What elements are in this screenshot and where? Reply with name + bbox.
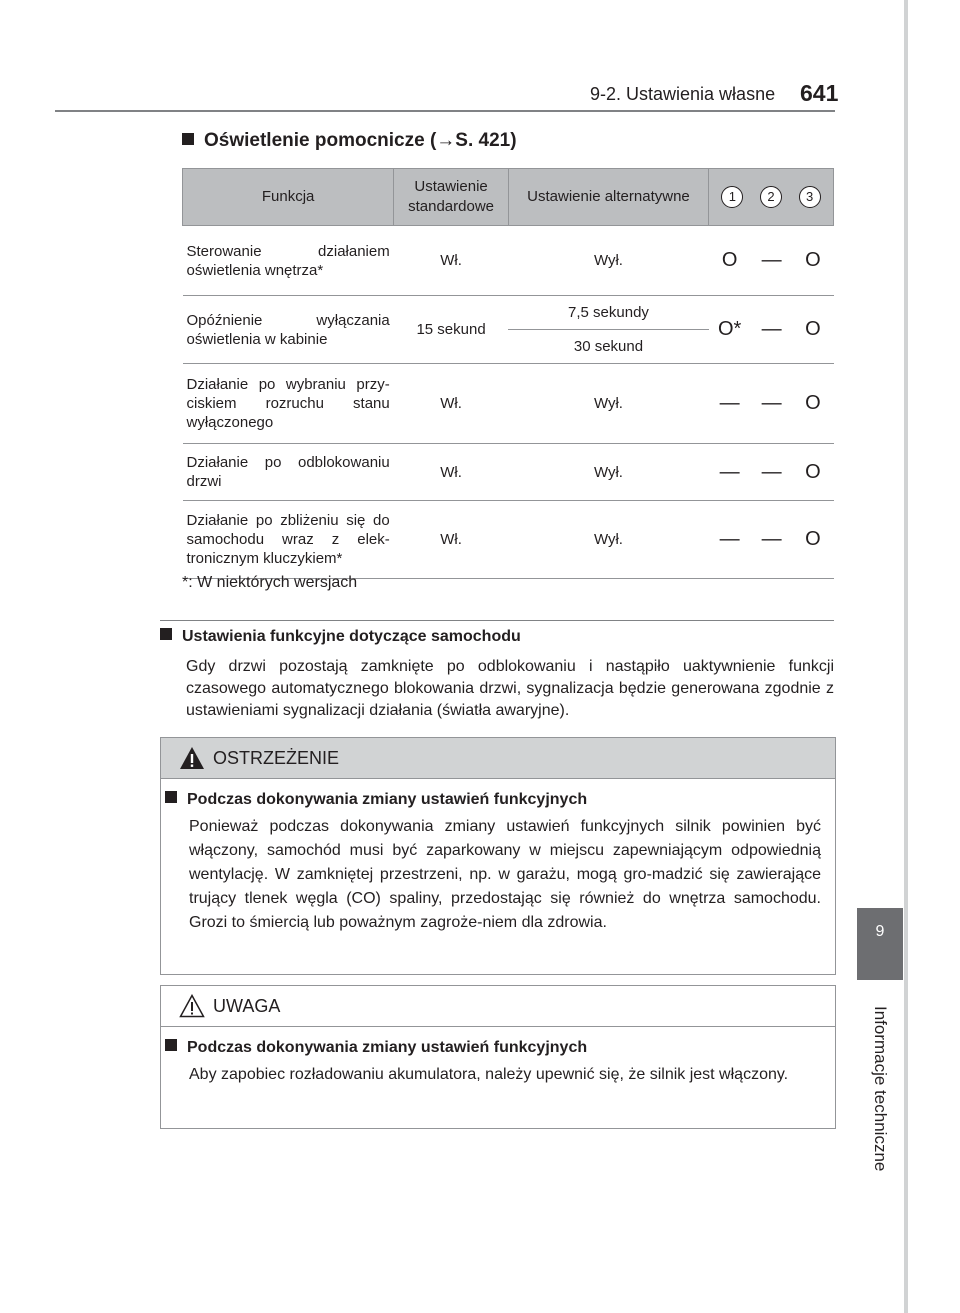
standard-cell: Wł.	[394, 444, 509, 501]
table-header-row	[183, 169, 834, 226]
warning-label: OSTRZEŻENIE	[213, 747, 340, 768]
function-cell: Opóźnienie wyłączania oświetlenia w kabinie	[183, 296, 394, 364]
page-number: 641	[800, 80, 839, 106]
square-bullet-icon	[182, 133, 194, 145]
warning-triangle-icon	[179, 746, 205, 770]
standard-cell: Wł.	[394, 501, 509, 579]
mark-cell: O	[792, 501, 833, 579]
caution-triangle-icon	[179, 994, 205, 1018]
column-2-icon: 2	[760, 186, 782, 208]
warning-body	[161, 779, 835, 949]
notice-body	[161, 1027, 835, 1101]
notice-text: Aby zapobiec rozładowaniu akumulatora, należy upewnić się, że silnik jest włączony.	[189, 1066, 789, 1083]
header-function: Funkcja	[183, 169, 394, 226]
table-row	[183, 296, 834, 330]
vehicle-settings-title: Ustawienia funkcyjne dotyczące samochodu	[160, 628, 521, 646]
vehicle-settings-body: Gdy drzwi pozostają zamknięte po odblokowaniu i nastąpiło uaktywnienie funkcji czasowego automatycznego blokowania drzwi, sygnalizacja będzie generowana zgodnie z ustawieniami sygnalizacji działania (światła awaryjne).	[186, 658, 834, 719]
mark-cell: —	[751, 296, 793, 364]
notice-subtitle: Podczas dokonywania zmiany ustawień funkcyjnych	[165, 1039, 821, 1057]
mark-cell: —	[709, 444, 751, 501]
mark-cell: O	[792, 226, 833, 296]
notice-label: UWAGA	[213, 995, 281, 1016]
column-3-icon: 3	[799, 186, 821, 208]
alternative-cell: Wył.	[508, 226, 708, 296]
alternative-cell: Wył.	[508, 364, 708, 444]
mark-cell: —	[751, 364, 793, 444]
table-row	[183, 364, 834, 444]
square-bullet-icon	[165, 1039, 177, 1051]
standard-cell: 15 sekund	[394, 296, 509, 364]
header-columns	[709, 169, 834, 226]
mark-cell: O	[792, 296, 833, 364]
side-bar	[904, 0, 908, 1313]
warning-header	[161, 738, 835, 779]
section-divider	[160, 620, 834, 621]
mark-cell: —	[751, 444, 793, 501]
mark-cell: O	[792, 444, 833, 501]
chapter-number: 9	[875, 923, 885, 940]
mark-cell: O	[792, 364, 833, 444]
chapter-tab	[857, 908, 903, 980]
alternative-cell: 7,5 sekundy	[508, 296, 708, 330]
chapter-label: Informacje techniczne	[871, 1006, 890, 1172]
alternative-cell: Wył.	[508, 444, 708, 501]
notice-header	[161, 986, 835, 1027]
table-row	[183, 501, 834, 579]
warning-box	[160, 737, 836, 975]
column-1-icon: 1	[721, 186, 743, 208]
mark-cell: —	[751, 226, 793, 296]
function-cell: Działanie po wybraniu przy-ciskiem rozruchu stanu wyłączonego	[183, 364, 394, 444]
table-row	[183, 226, 834, 296]
footnote: *: W niektórych wersjach	[182, 574, 358, 591]
mark-cell: O*	[709, 296, 751, 364]
header-standard: Ustawienie standardowe	[394, 169, 509, 226]
alternative-cell: Wył.	[508, 501, 708, 579]
warning-text: Ponieważ podczas dokonywania zmiany ustawień funkcyjnych silnik powinien być włączony, samochód musi być zaparkowany w miejscu zapewniającym odpowiednią wentylację. W zamkniętej przestrzeni, np. w garażu, mogą gro-madzić się zawierające trujący tlenek węgla (CO) spaliny, przedostając się również do wnętrza samochodu. Grozi to śmiercią lub poważnym zagroże-niem dla zdrowia.	[189, 818, 821, 931]
header-alternative: Ustawienie alternatywne	[508, 169, 708, 226]
function-cell: Działanie po odblokowaniu drzwi	[183, 444, 394, 501]
section-title: Oświetlenie pomocnicze (→S. 421)	[182, 130, 517, 152]
square-bullet-icon	[160, 628, 172, 640]
function-cell: Działanie po zbliżeniu się do samochodu wraz z elek-tronicznym kluczykiem*	[183, 501, 394, 579]
square-bullet-icon	[165, 791, 177, 803]
warning-subtitle: Podczas dokonywania zmiany ustawień funkcyjnych	[165, 791, 821, 809]
standard-cell: Wł.	[394, 226, 509, 296]
table-row	[183, 444, 834, 501]
mark-cell: —	[751, 501, 793, 579]
function-cell: Sterowanie działaniem oświetlenia wnętrza*	[183, 226, 394, 296]
running-header: 9-2. Ustawienia własne	[590, 84, 776, 104]
mark-cell: O	[709, 226, 751, 296]
notice-box	[160, 985, 836, 1129]
standard-cell: Wł.	[394, 364, 509, 444]
mark-cell: —	[709, 364, 751, 444]
header-divider	[55, 110, 835, 112]
settings-table	[182, 168, 834, 579]
alternative-cell: 30 sekund	[508, 330, 708, 364]
mark-cell: —	[709, 501, 751, 579]
